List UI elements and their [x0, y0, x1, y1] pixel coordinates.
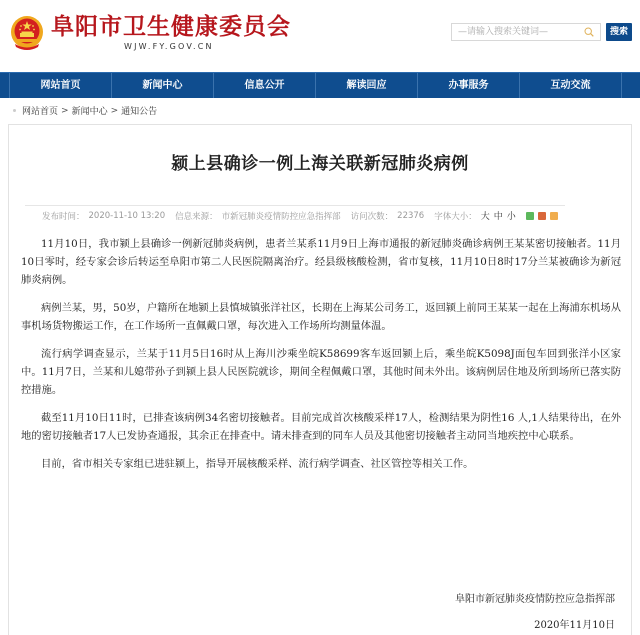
- source-label: 信息来源：: [175, 211, 218, 222]
- national-emblem-icon: [9, 14, 45, 52]
- article-signature: [455, 587, 615, 635]
- theme-orange-swatch-icon[interactable]: [538, 212, 546, 220]
- article-body: [21, 235, 621, 483]
- article-container: [8, 124, 632, 635]
- article-paragraph: 11月10日，我市颍上县确诊一例新冠肺炎病例，患者兰某系11月9日上海市通报的新冠肺炎确诊病例王某某密切接触者。11月10日零时，经专家会诊后转运至阜阳市第二人民医院隔离治疗。经县级核酸检测，省市复核，11月10日8时17分兰某被确诊为新冠肺炎病例。: [21, 238, 621, 286]
- article-paragraph: 截至11月10日11时，已排查该病例34名密切接触者。目前完成首次核酸采样17人，检测结果为阴性16 人,1人结果待出，在外地的密切接触者17人已发协查通报，其余正在排查中。请未排查到的同车人员及其他密切接触者主动同当地疾控中心联系。: [21, 412, 621, 442]
- meta-divider: [25, 205, 565, 206]
- breadcrumb-bullet-icon: [13, 109, 16, 112]
- font-size-small-button[interactable]: 小: [506, 212, 516, 222]
- nav-item-services[interactable]: 办事服务: [418, 73, 520, 98]
- nav-item-home[interactable]: 网站首页: [10, 73, 112, 98]
- font-size-large-button[interactable]: 大: [480, 212, 490, 222]
- font-size-label: 字体大小：: [434, 211, 477, 222]
- site-title[interactable]: 阜阳市卫生健康委员会: [51, 14, 291, 40]
- site-header: [0, 0, 640, 72]
- breadcrumb-separator: >: [110, 105, 119, 116]
- article-paragraph: 病例兰某，男，50岁，户籍所在地颍上县慎城镇张洋社区，长期在上海某公司务工，返回颍上前同王某某一起在上海浦东机场从事机场货物搬运工作，在工作场所一直佩戴口罩，每次进入工作场所均测量体温。: [21, 302, 621, 332]
- breadcrumb-notices[interactable]: 通知公告: [121, 107, 158, 117]
- article-meta: [42, 209, 562, 222]
- article-title: 颍上县确诊一例上海关联新冠肺炎病例: [171, 154, 469, 174]
- visits-label: 访问次数：: [350, 211, 394, 222]
- article-paragraph: 流行病学调查显示，兰某于11月5日16时从上海川沙乘坐皖K58699客车返回颍上后，乘坐皖K5098J面包车回到张洋小区家中。11月7日，兰某和儿媳带孙子到颍上县人民医院就诊，期间全程佩戴口罩，其他时间未外出。该病例居住地及所到场所已落实防控措施。: [21, 348, 621, 396]
- search-input[interactable]: [452, 24, 578, 40]
- search-box: [451, 23, 601, 41]
- nav-divider: [0, 73, 10, 98]
- nav-item-info-disclosure[interactable]: 信息公开: [214, 73, 316, 98]
- nav-item-news[interactable]: 新闻中心: [112, 73, 214, 98]
- search-button[interactable]: 搜索: [606, 23, 632, 41]
- site-url: WJW.FY.GOV.CN: [124, 42, 214, 51]
- publish-time: 2020-11-10 13:20: [88, 210, 166, 221]
- breadcrumb-home[interactable]: 网站首页: [22, 107, 59, 117]
- main-nav: [0, 72, 640, 98]
- publish-time-label: 发布时间：: [42, 211, 85, 222]
- breadcrumb: [13, 104, 157, 117]
- source: 市新冠肺炎疫情防控应急指挥部: [221, 211, 341, 222]
- search-icon[interactable]: [584, 27, 594, 37]
- breadcrumb-separator: >: [61, 105, 69, 116]
- theme-green-swatch-icon[interactable]: [526, 212, 534, 220]
- signature-organization: 阜阳市新冠肺炎疫情防控应急指挥部: [455, 594, 615, 605]
- nav-item-interpretation[interactable]: 解读回应: [316, 73, 418, 98]
- theme-yellow-swatch-icon[interactable]: [550, 212, 558, 220]
- visit-count: 22376: [397, 210, 425, 221]
- nav-item-interaction[interactable]: 互动交流: [520, 73, 622, 98]
- font-size-medium-button[interactable]: 中: [493, 212, 503, 222]
- breadcrumb-news[interactable]: 新闻中心: [71, 107, 108, 117]
- article-paragraph: 目前，省市相关专家组已进驻颍上，指导开展核酸采样、流行病学调查、社区管控等相关工作。: [41, 458, 474, 470]
- signature-date: 2020年11月10日: [534, 620, 615, 631]
